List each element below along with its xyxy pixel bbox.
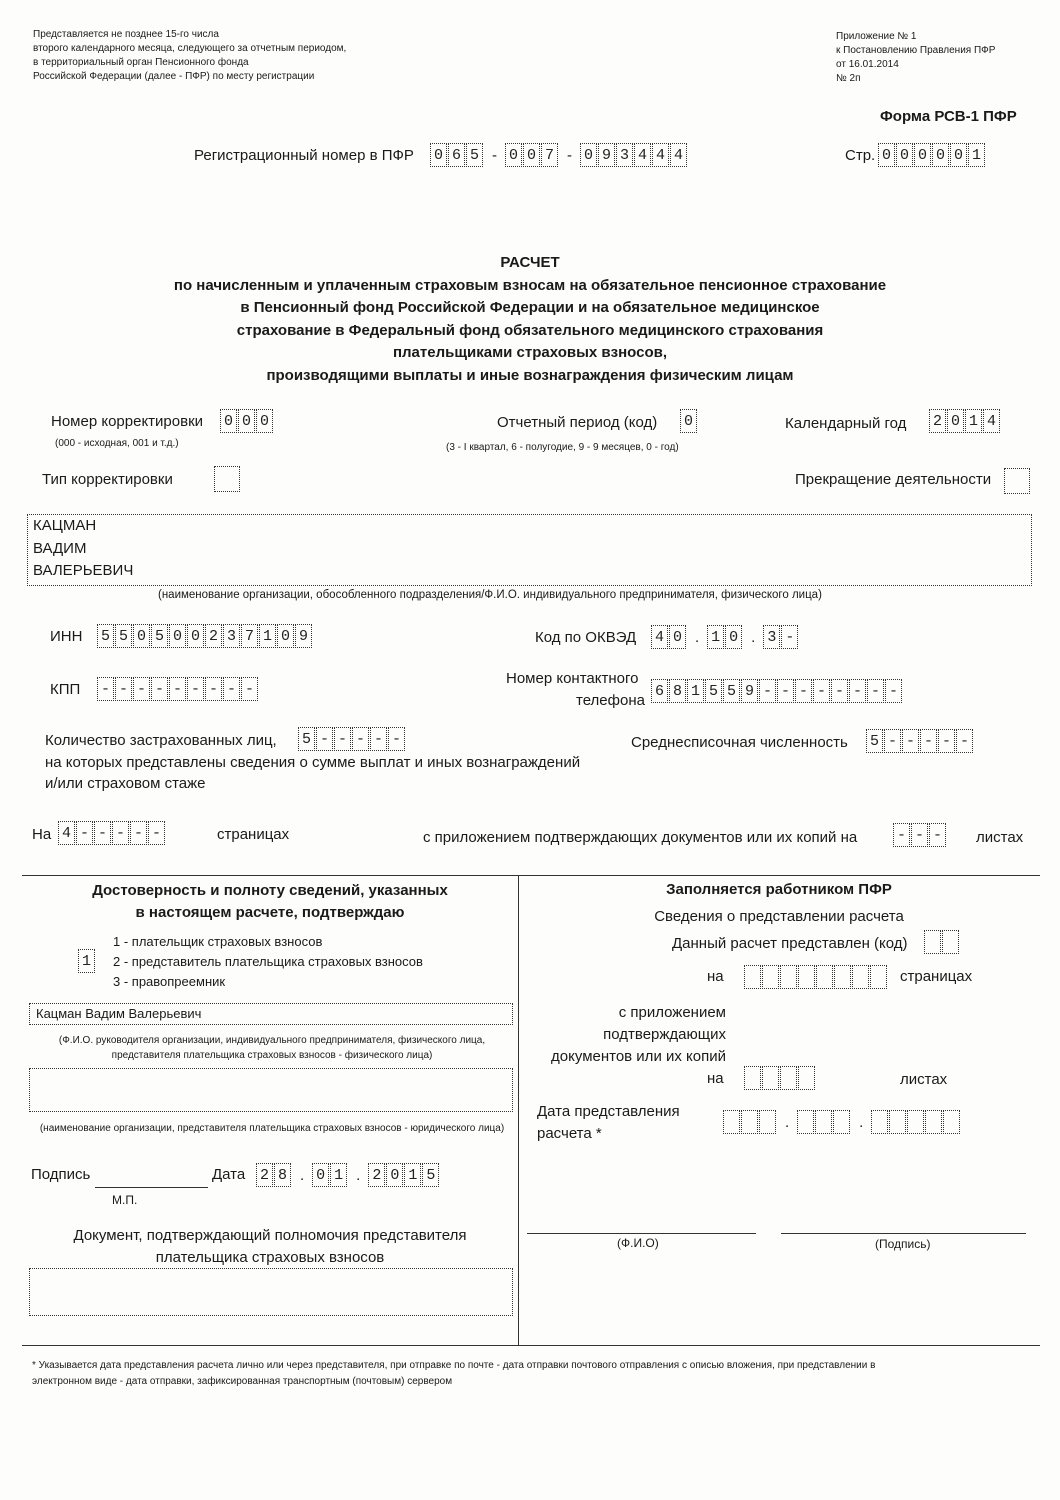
cell: [762, 965, 779, 989]
note-line: в территориальный орган Пенсионного фонда: [33, 57, 249, 68]
inn-label: ИНН: [50, 628, 83, 645]
note-line: второго календарного месяца, следующего за отчетным периодом,: [33, 43, 347, 54]
cell: -: [241, 677, 258, 701]
cell: 2: [205, 624, 222, 648]
cell: 9: [598, 143, 615, 167]
cell: [798, 965, 815, 989]
submission-note: [33, 28, 346, 84]
payer-name-field[interactable]: [27, 514, 1032, 586]
pages-suffix: страницах: [217, 826, 290, 843]
cell: -: [130, 821, 147, 845]
year-label: Календарный год: [785, 415, 907, 432]
pfr-attach-line: подтверждающих: [603, 1026, 726, 1043]
confirm-role-field[interactable]: [78, 949, 96, 973]
cell: 0: [725, 625, 742, 649]
signature-label: Подпись: [31, 1166, 91, 1183]
column-divider: [518, 875, 519, 1345]
period-label: Отчетный период (код): [497, 414, 658, 431]
cell: [759, 1110, 776, 1134]
pfr-date-field[interactable]: [723, 1110, 961, 1134]
appendix-note: [836, 30, 995, 86]
correction-number-field[interactable]: [220, 409, 274, 433]
cell: 0: [277, 624, 294, 648]
attachments-suffix: листах: [976, 829, 1024, 846]
correction-type-field[interactable]: [214, 466, 240, 492]
cell: 6: [448, 143, 465, 167]
cell: [833, 1110, 850, 1134]
phone-field[interactable]: [651, 679, 903, 703]
confirm-heading: [22, 880, 518, 924]
cell: -: [831, 679, 848, 703]
insured-label-3: и/или страховом стаже: [45, 775, 206, 792]
correction-type-label: Тип корректировки: [42, 471, 173, 488]
cell: [797, 1110, 814, 1134]
reg-number-label: Регистрационный номер в ПФР: [194, 147, 414, 164]
cell: 0: [187, 624, 204, 648]
cell: -: [115, 677, 132, 701]
correction-number-label: Номер корректировки: [51, 413, 204, 430]
pfr-date-label: [537, 1101, 680, 1145]
cell: -: [187, 677, 204, 701]
date-label: Дата: [212, 1166, 246, 1183]
dot: .: [300, 1166, 305, 1184]
authority-doc-label: [22, 1225, 518, 1269]
dash: -: [492, 146, 497, 164]
cell: [942, 930, 959, 954]
cell: 0: [133, 624, 150, 648]
cell: 9: [295, 624, 312, 648]
title-line: производящими выплаты и иные вознаграждения физическим лицам: [266, 366, 794, 384]
confirm-heading-line: Достоверность и полноту сведений, указанных: [92, 882, 448, 899]
pfr-fio-line[interactable]: [527, 1233, 756, 1234]
payer-name-caption: (наименование организации, обособленного подразделения/Ф.И.О. индивидуального предпринимателя, физического лица): [158, 589, 822, 601]
confirm-option: 2 - представитель плательщика страховых взносов: [113, 954, 423, 969]
cell: [780, 965, 797, 989]
cell: [871, 1110, 888, 1134]
title-line: по начисленным и уплаченным страховым взносам на обязательное пенсионное страхование: [173, 276, 887, 294]
cell: 5: [866, 729, 883, 753]
payer-name: [33, 515, 133, 583]
cell: [798, 1066, 815, 1090]
cell: 0: [914, 143, 931, 167]
period-hint: (3 - I квартал, 6 - полугодие, 9 - 9 месяцев, 0 - год): [446, 442, 679, 453]
cell: 0: [256, 409, 273, 433]
submitted-code-field[interactable]: [924, 930, 960, 954]
cell: 5: [422, 1163, 439, 1187]
cell: -: [781, 625, 798, 649]
document-title: [0, 252, 1060, 387]
cell: 2: [929, 409, 946, 433]
cell: -: [151, 677, 168, 701]
cell: 0: [312, 1163, 329, 1187]
representative-org-field[interactable]: [29, 1068, 513, 1112]
pfr-pages-prefix: на: [707, 968, 724, 985]
cell: 5: [115, 624, 132, 648]
cell: 6: [651, 679, 668, 703]
cell: -: [795, 679, 812, 703]
page-number-field[interactable]: [878, 143, 986, 167]
payer-name-line: ВАДИМ: [33, 539, 87, 557]
cell: [925, 1110, 942, 1134]
pfr-sheets-field[interactable]: [744, 1066, 816, 1090]
footer-divider: [22, 1345, 1040, 1346]
pfr-sheets-suffix: листах: [900, 1071, 948, 1088]
cell: 1: [330, 1163, 347, 1187]
pfr-signature-caption: (Подпись): [875, 1237, 931, 1251]
confirm-date-field[interactable]: [256, 1163, 440, 1187]
pfr-date-line: Дата представления: [537, 1103, 680, 1120]
attachments-field[interactable]: [893, 823, 947, 847]
insured-label-2: на которых представлены сведения о сумме выплат и иных вознаграждений: [45, 754, 581, 771]
insured-count-field[interactable]: [298, 727, 406, 751]
cell: 5: [466, 143, 483, 167]
authority-doc-line: Документ, подтверждающий полномочия представителя: [73, 1227, 467, 1244]
cell: 4: [634, 143, 651, 167]
dot: .: [859, 1113, 864, 1131]
cell: 1: [968, 143, 985, 167]
year-field[interactable]: [929, 409, 1001, 433]
period-field[interactable]: [680, 409, 698, 433]
cell: -: [133, 677, 150, 701]
cell: -: [902, 729, 919, 753]
cell: [943, 1110, 960, 1134]
pfr-fio-caption: (Ф.И.О): [617, 1236, 659, 1250]
footnote-line: электронном виде - дата отправки, зафиксированная транспортным (почтовым) сервером: [32, 1376, 453, 1387]
headcount-label: Среднесписочная численность: [631, 734, 848, 751]
signer-fio: Кацман Вадим Валерьевич: [36, 1006, 202, 1021]
cell: [852, 965, 869, 989]
cell: 1: [78, 949, 95, 973]
stamp-place: М.П.: [112, 1193, 138, 1207]
cell: 2: [256, 1163, 273, 1187]
cell: 0: [169, 624, 186, 648]
confirm-heading-line: в настоящем расчете, подтверждаю: [135, 904, 405, 921]
submitted-code-label: Данный расчет представлен (код): [672, 935, 908, 952]
note-line: Представляется не позднее 15-го числа: [33, 29, 219, 40]
cell: 0: [669, 625, 686, 649]
cell: 0: [680, 409, 697, 433]
cell: 4: [983, 409, 1000, 433]
cell: -: [777, 679, 794, 703]
cell: [907, 1110, 924, 1134]
cell: 0: [896, 143, 913, 167]
confirm-option: 1 - плательщик страховых взносов: [113, 934, 323, 949]
cell: -: [893, 823, 910, 847]
cell: 0: [386, 1163, 403, 1187]
cell: 1: [965, 409, 982, 433]
pfr-pages-suffix: страницах: [900, 968, 973, 985]
cell: 5: [705, 679, 722, 703]
cell: 0: [950, 143, 967, 167]
cell: 5: [97, 624, 114, 648]
cell: -: [388, 727, 405, 751]
cell: -: [759, 679, 776, 703]
cell: -: [112, 821, 129, 845]
okved-field[interactable]: [651, 625, 799, 649]
cell: [762, 1066, 779, 1090]
pfr-signature-line[interactable]: [781, 1233, 1026, 1234]
pages-prefix: На: [32, 826, 52, 843]
confirm-options: [113, 932, 423, 992]
signer-fio-caption: (Ф.И.О. руководителя организации, индивидуального предпринимателя, физического лица, представителя плательщика страховых взносов - физического лица): [58, 1035, 486, 1061]
cell: [889, 1110, 906, 1134]
cell: 5: [723, 679, 740, 703]
pfr-heading: Заполняется работником ПФР: [666, 881, 892, 898]
attachments-label: с приложением подтверждающих документов или их копий на: [423, 829, 858, 846]
confirm-option: 3 - правопреемник: [113, 974, 226, 989]
cell: 0: [580, 143, 597, 167]
representative-org-caption: (наименование организации, представителя плательщика страховых взносов - юридического лица): [39, 1123, 505, 1134]
footnote-line: * Указывается дата представления расчета лично или через представителя, при отправке по почте - дата отправки почтового отправления с описью вложения, при представлении в: [32, 1360, 876, 1371]
pfr-subheading: Сведения о представлении расчета: [654, 908, 904, 925]
footnote: [32, 1358, 1032, 1390]
cell: 4: [651, 625, 668, 649]
cell: 9: [741, 679, 758, 703]
cell: -: [938, 729, 955, 753]
cell: 0: [523, 143, 540, 167]
cell: [723, 1110, 740, 1134]
cell: 0: [238, 409, 255, 433]
title-line: плательщиками страховых взносов,: [392, 344, 668, 361]
payer-name-line: КАЦМАН: [33, 517, 97, 534]
cell: 1: [259, 624, 276, 648]
dot: .: [785, 1113, 790, 1131]
cell: -: [205, 677, 222, 701]
cell: -: [97, 677, 114, 701]
title-line: в Пенсионный фонд Российской Федерации и на обязательное медицинское: [240, 299, 820, 316]
headcount-field[interactable]: [866, 729, 974, 753]
cell: 7: [541, 143, 558, 167]
pfr-pages-field[interactable]: [744, 965, 888, 989]
cell: 4: [652, 143, 669, 167]
cell: 4: [58, 821, 75, 845]
note-line: Российской Федерации (далее - ПФР) по месту регистрации: [33, 71, 315, 82]
page-label: Стр.: [845, 147, 876, 164]
cell: 0: [878, 143, 895, 167]
pfr-date-line: расчета *: [537, 1125, 602, 1142]
kpp-label: КПП: [50, 681, 81, 698]
signature-line[interactable]: [95, 1187, 208, 1188]
appendix-line: от 16.01.2014: [836, 59, 899, 70]
cell: [744, 1066, 761, 1090]
cell: 2: [368, 1163, 385, 1187]
dot: .: [751, 628, 756, 646]
cell: -: [169, 677, 186, 701]
cell: -: [867, 679, 884, 703]
dash: -: [567, 146, 572, 164]
cell: [815, 1110, 832, 1134]
pfr-attach-label: [520, 1002, 726, 1068]
cell: [741, 1110, 758, 1134]
dot: .: [356, 1166, 361, 1184]
cell: 0: [947, 409, 964, 433]
cell: 0: [932, 143, 949, 167]
cell: [780, 1066, 797, 1090]
reg-number-field[interactable]: [430, 143, 688, 167]
cell: -: [316, 727, 333, 751]
cell: 7: [241, 624, 258, 648]
cell: -: [370, 727, 387, 751]
authority-doc-line: плательщика страховых взносов: [155, 1249, 385, 1266]
title-line: РАСЧЕТ: [500, 254, 560, 271]
cell: 5: [151, 624, 168, 648]
cell: -: [334, 727, 351, 751]
cell: 1: [707, 625, 724, 649]
cell: -: [352, 727, 369, 751]
cell: [834, 965, 851, 989]
cell: 0: [430, 143, 447, 167]
cell: [924, 930, 941, 954]
pages-field[interactable]: [58, 821, 166, 845]
pfr-attach-line: с приложением: [618, 1004, 726, 1021]
cell: 0: [505, 143, 522, 167]
appendix-line: № 2п: [836, 73, 861, 84]
cell: -: [885, 679, 902, 703]
cell: 1: [687, 679, 704, 703]
authority-doc-field[interactable]: [29, 1268, 513, 1316]
cell: -: [148, 821, 165, 845]
cell: -: [94, 821, 111, 845]
cell: 0: [220, 409, 237, 433]
correction-hint: (000 - исходная, 001 и т.д.): [55, 438, 179, 449]
cell: 8: [669, 679, 686, 703]
payer-name-line: ВАЛЕРЬЕВИЧ: [33, 562, 134, 579]
cell: 3: [763, 625, 780, 649]
cell: 8: [274, 1163, 291, 1187]
phone-label-2: телефона: [576, 692, 645, 709]
form-name: Форма РСВ-1 ПФР: [880, 108, 1017, 125]
kpp-field[interactable]: [97, 677, 259, 701]
cell: -: [813, 679, 830, 703]
okved-label: Код по ОКВЭД: [535, 629, 637, 646]
cell: -: [76, 821, 93, 845]
cell: -: [920, 729, 937, 753]
cell: -: [911, 823, 928, 847]
cell: 4: [670, 143, 687, 167]
cell: 5: [298, 727, 315, 751]
cell: -: [884, 729, 901, 753]
cell: 1: [404, 1163, 421, 1187]
dot: .: [695, 628, 700, 646]
termination-field[interactable]: [1004, 468, 1030, 494]
phone-label: Номер контактного: [506, 670, 639, 687]
appendix-line: Приложение № 1: [836, 31, 917, 42]
cell: -: [929, 823, 946, 847]
appendix-line: к Постановлению Правления ПФР: [836, 45, 996, 56]
pfr-attach-line: документов или их копий: [551, 1048, 726, 1065]
pfr-sheets-prefix: на: [707, 1070, 724, 1087]
insured-label: Количество застрахованных лиц,: [45, 732, 277, 749]
section-divider: [22, 875, 1040, 876]
cell: -: [849, 679, 866, 703]
cell: [744, 965, 761, 989]
cell: -: [956, 729, 973, 753]
title-line: страхование в Федеральный фонд обязательного медицинского страхования: [236, 321, 824, 339]
inn-field[interactable]: [97, 624, 313, 648]
termination-label: Прекращение деятельности: [795, 471, 992, 488]
cell: -: [223, 677, 240, 701]
cell: 3: [223, 624, 240, 648]
cell: 3: [616, 143, 633, 167]
cell: [816, 965, 833, 989]
cell: [870, 965, 887, 989]
